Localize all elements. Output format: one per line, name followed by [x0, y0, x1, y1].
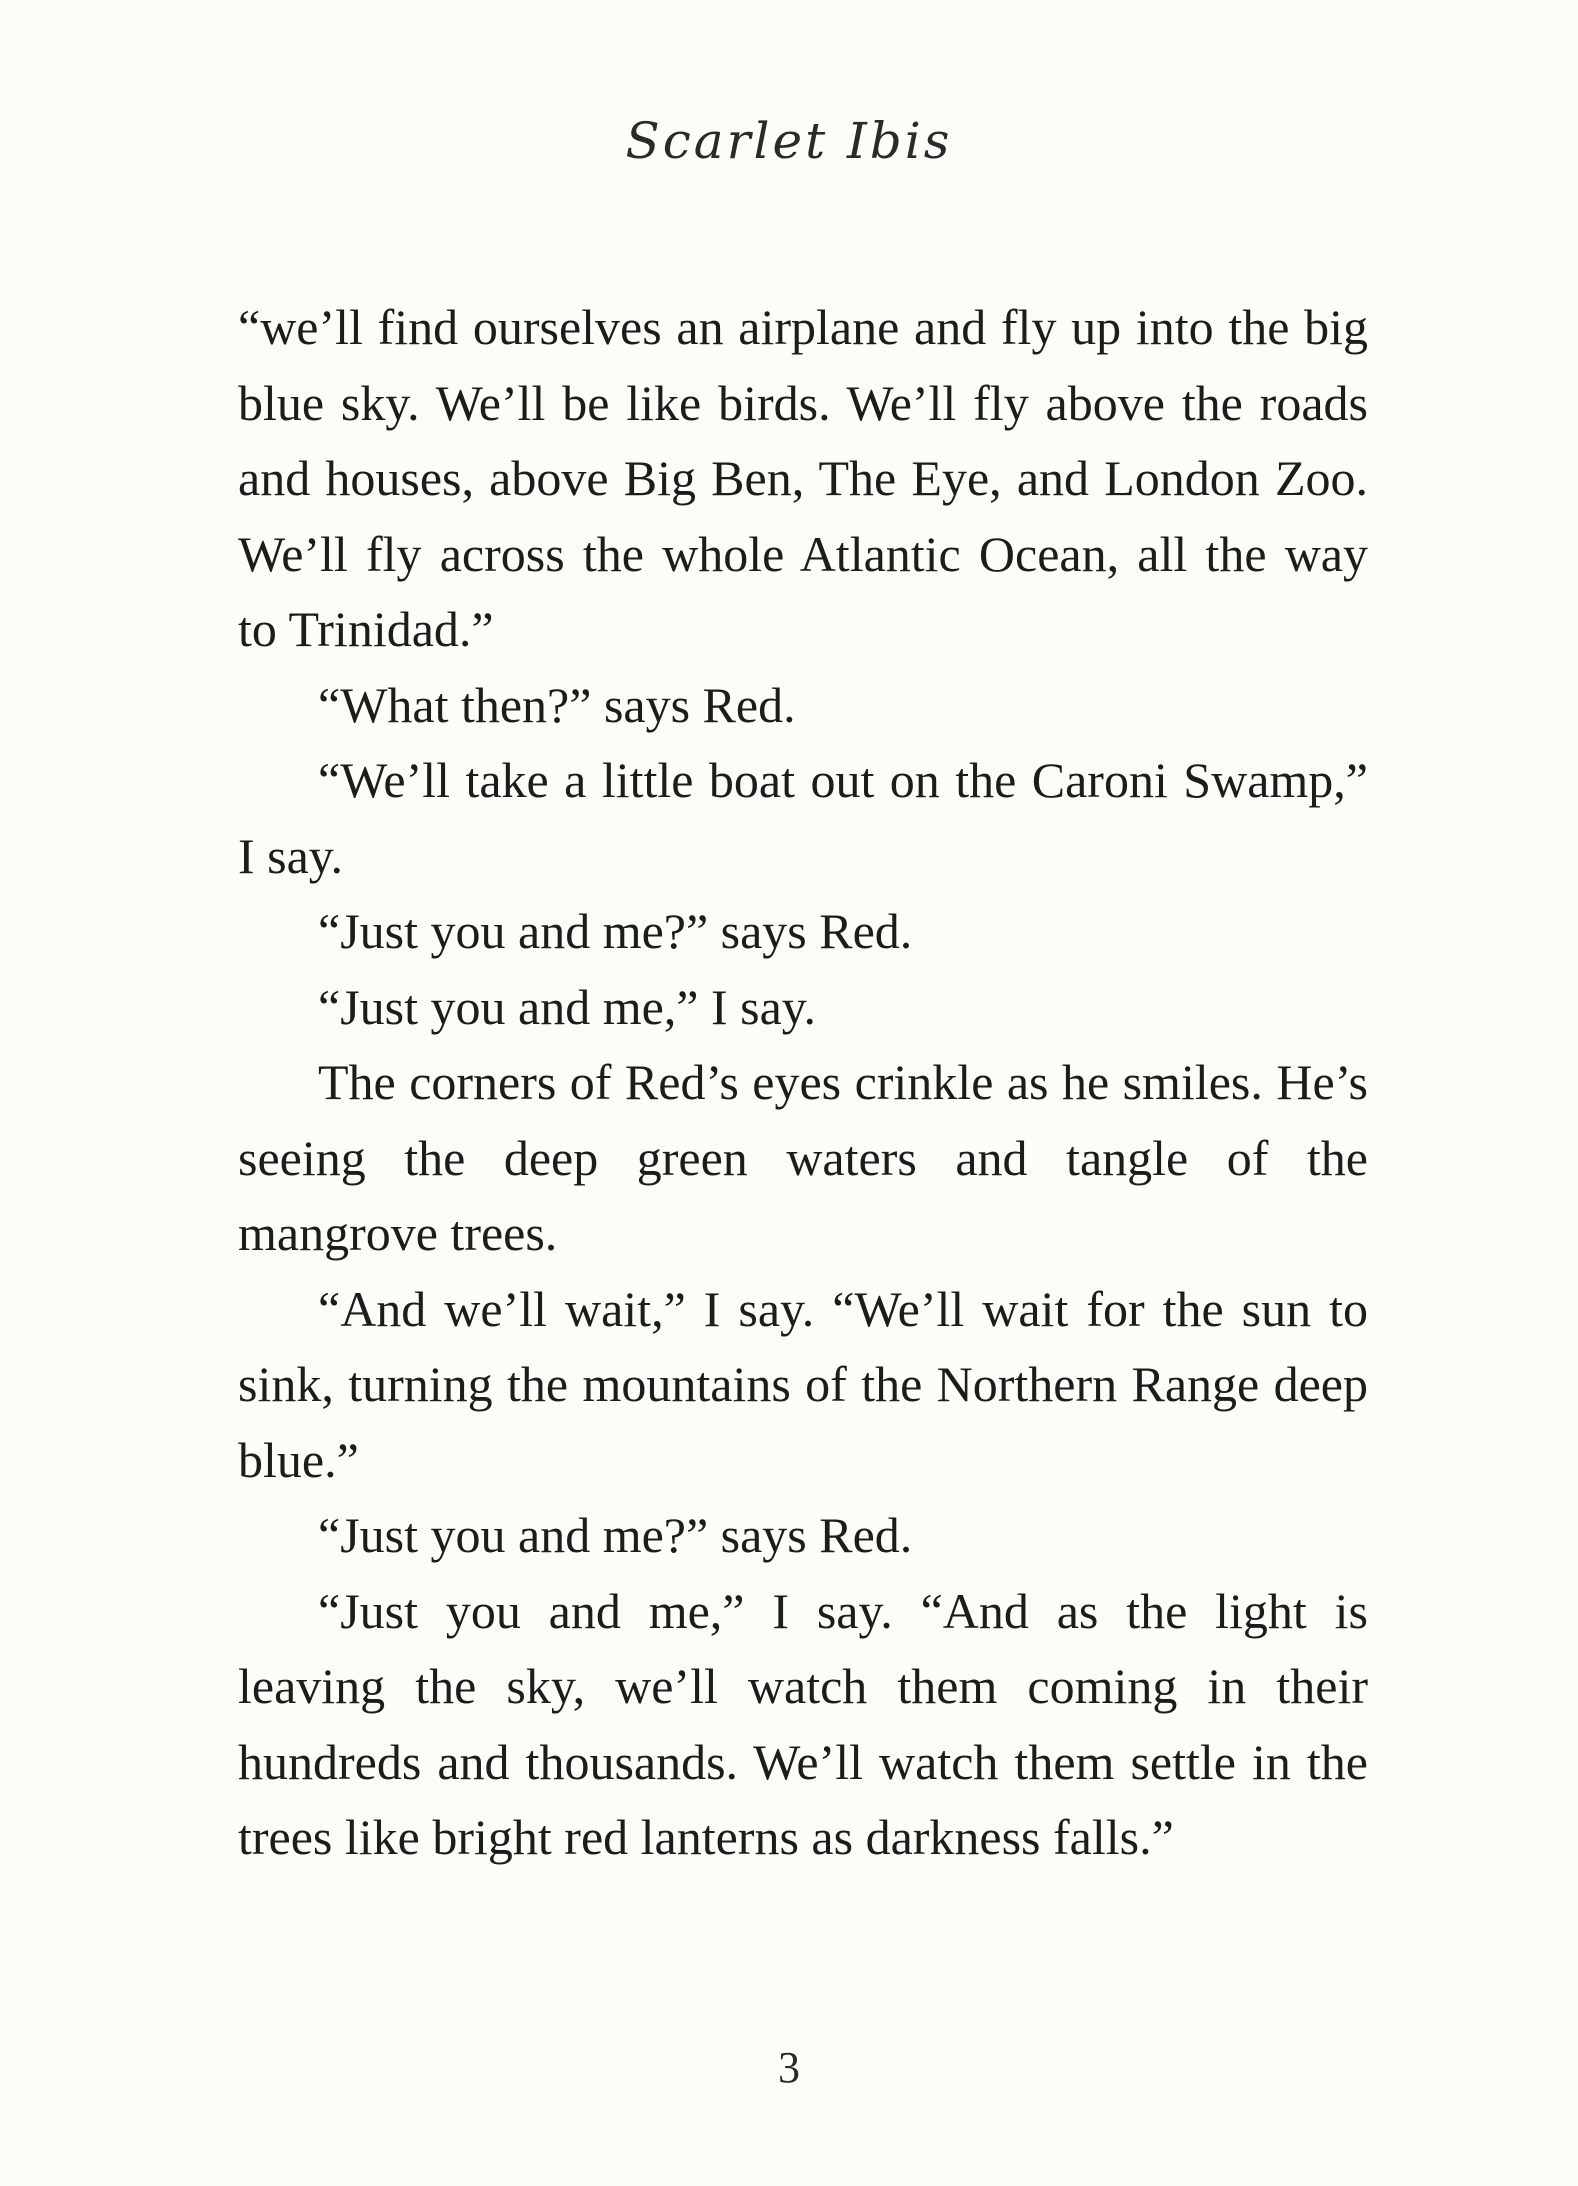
paragraph: “We’ll take a little boat out on the Caroni Swamp,” I say. — [238, 752, 1368, 884]
paragraph: “Just you and me?” says Red. — [318, 1507, 913, 1563]
paragraph: The corners of Red’s eyes crinkle as he smiles. He’s seeing the deep green waters and tangle of the mangrove trees. — [238, 1054, 1368, 1261]
paragraph: “we’ll find ourselves an airplane and fly up into the big blue sky. We’ll be like birds. We’ll fly above the roads and houses, above Big Ben, The Eye, and London Zoo. We’ll fly across the whole Atlantic Ocean, all the way to Trinidad.” — [238, 299, 1368, 657]
page-number: 3 — [778, 2043, 800, 2092]
paragraph: “And we’ll wait,” I say. “We’ll wait for the sun to sink, turning the mountains of the Northern Range deep blue.” — [238, 1280, 1368, 1488]
paragraph: “What then?” says Red. — [318, 676, 796, 733]
running-head-title: Scarlet Ibis — [625, 112, 953, 170]
paragraph: “Just you and me?” says Red. — [318, 903, 913, 959]
paragraph: “Just you and me,” I say. — [318, 978, 817, 1035]
paragraph: “Just you and me,” I say. “And as the light is leaving the sky, we’ll watch them coming in their hundreds and thousands. We’ll watch them settle in the trees like bright red lanterns as darkness falls.” — [238, 1582, 1368, 1865]
body-text — [238, 290, 1368, 1876]
